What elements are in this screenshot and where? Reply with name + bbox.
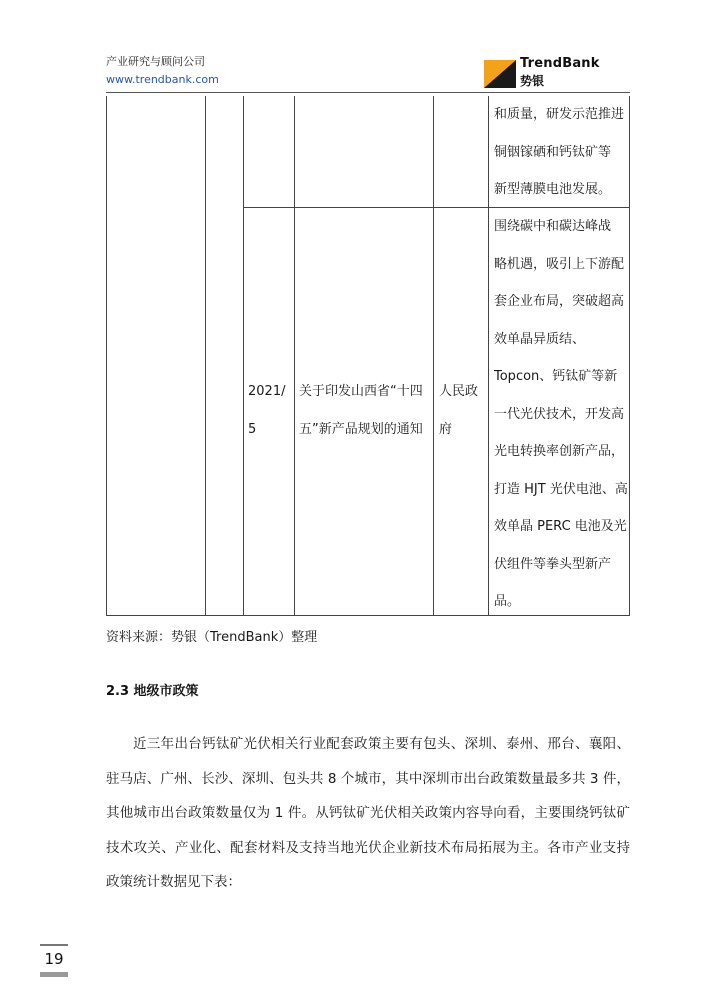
trendbank-logo-icon: [484, 56, 516, 88]
content-line: 略机遇，吸引上下游配: [494, 256, 625, 272]
policy-issuer-cell: [439, 373, 487, 448]
section-heading: 2.3 地级市政策: [106, 684, 199, 699]
content-line: 套企业布局，突破超高: [494, 294, 625, 309]
policy-date-cell: [248, 373, 292, 448]
issuer-line: 人民政: [439, 384, 479, 399]
header-company: 产业研究与顾问公司: [106, 55, 205, 68]
date-line: 5: [248, 421, 257, 437]
logo-text: TrendBank: [520, 56, 600, 71]
title-line: 关于印发山西省“十四: [299, 384, 423, 399]
table-col-divider: [243, 96, 244, 616]
content-line: 效单晶异质结、: [494, 331, 586, 347]
content-line: 铜铟镓硒和钙钛矿等: [494, 144, 612, 160]
policy-content-cell: [494, 96, 628, 209]
table-source-note: 资料来源：势银（TrendBank）整理: [106, 630, 318, 645]
content-line: 一代光伏技术，开发高: [494, 406, 625, 422]
content-line: 和质量，研发示范推进: [494, 107, 625, 122]
page-number-rule: [40, 944, 68, 946]
page-number-bar: [40, 972, 68, 977]
content-line: 新型薄膜电池发展。: [494, 182, 612, 197]
policy-content-cell: [494, 208, 628, 621]
table-col-divider: [205, 96, 206, 616]
issuer-line: 府: [439, 421, 453, 437]
date-line: 2021/: [248, 384, 286, 399]
content-line: 光电转换率创新产品，: [494, 444, 625, 459]
trendbank-logo: [484, 56, 600, 88]
table-border-right: [629, 96, 630, 616]
header-url[interactable]: www.trendbank.com: [106, 73, 219, 86]
table-col-divider: [488, 96, 489, 616]
table-col-divider: [433, 96, 434, 616]
table-border-left: [106, 96, 107, 616]
header-divider: [106, 92, 630, 93]
page-number: 19: [44, 950, 64, 968]
table-col-divider: [294, 96, 295, 616]
policy-table: [106, 96, 630, 616]
content-line: 品。: [494, 594, 521, 609]
content-line: 效单晶 PERC 电池及光: [494, 519, 627, 534]
policy-title-cell: [299, 373, 433, 448]
content-line: 围绕碳中和碳达峰战: [494, 219, 612, 234]
content-line: 伏组件等拳头型新产: [494, 556, 612, 572]
logo-subtext: 势银: [520, 74, 545, 88]
content-line: 打造 HJT 光伏电池、高: [494, 481, 628, 497]
body-paragraph: 近三年出台钙钛矿光伏相关行业配套政策主要有包头、深圳、泰州、邢台、襄阳、驻马店、广州、长沙、深圳、包头共 8 个城市，其中深圳市出台政策数量最多共 3 件，其他城市出台政策数量仅为 1 件。从钙钛矿光伏相关政策内容导向看，主要围绕钙钛矿技术攻关、产业化、配套材料及支持当地光伏企业新技术布局拓展为主。各市产业支持政策统计数据见下表：: [106, 736, 630, 890]
content-line: Topcon、钙钛矿等新: [494, 369, 618, 384]
title-line: 五”新产品规划的通知: [299, 421, 423, 437]
